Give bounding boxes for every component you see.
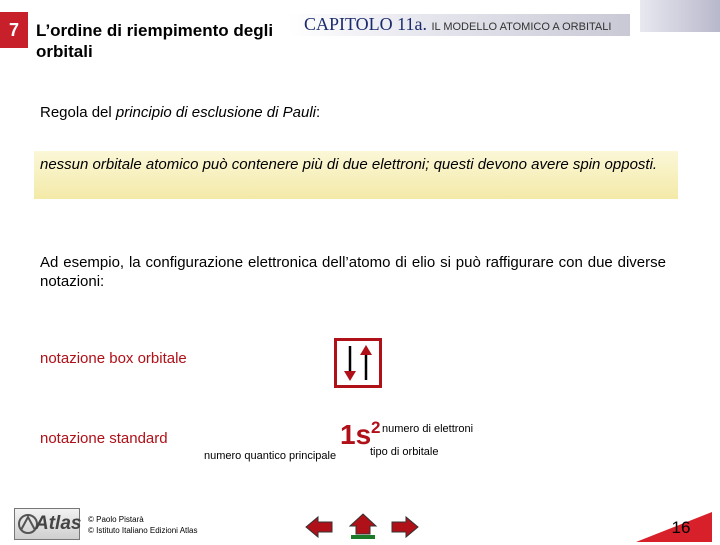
chapter-label: CAPITOLO 11a. <box>304 14 427 34</box>
electron-count-annotation: numero di elettroni <box>382 423 474 435</box>
rule-emphasis: principio di esclusione di Pauli <box>115 104 317 121</box>
example-text: Ad esempio, la configurazione elettronica dell’atomo di elio si può raffigurare con due diverse notazioni: <box>40 254 666 290</box>
pauli-statement: nessun orbitale atomico può contenere più di due elettroni; questi devono avere spin opposti. <box>40 156 658 173</box>
credits <box>88 514 198 536</box>
arrow-right-icon <box>390 515 420 539</box>
page-title: L’ordine di riempimento degli orbitali <box>36 21 274 61</box>
slide-number: 7 <box>0 12 28 48</box>
chapter-heading <box>304 14 611 35</box>
atlas-logo <box>14 508 80 540</box>
principal-quantum-annotation: numero quantico principale <box>204 450 337 462</box>
prev-slide-button[interactable] <box>304 515 334 539</box>
credit-publisher: © Istituto Italiano Edizioni Atlas <box>88 526 198 535</box>
electron-config-formula: 1s <box>340 419 372 450</box>
electron-count-superscript: 2 <box>371 418 381 437</box>
rule-heading <box>40 104 320 121</box>
rule-suffix: : <box>316 104 321 121</box>
page-number: 16 <box>671 518 691 537</box>
spin-arrows-icon <box>337 341 379 385</box>
standard-notation-label: notazione standard <box>40 430 168 447</box>
home-icon <box>348 512 378 540</box>
rule-prefix: Regola del <box>40 104 116 121</box>
page-indicator <box>636 512 712 542</box>
orbital-box <box>334 338 382 388</box>
credit-author: © Paolo Pistarà <box>88 515 144 524</box>
chapter-subtitle: IL MODELLO ATOMICO A ORBITALI <box>431 21 612 33</box>
corner-decoration <box>640 0 720 32</box>
box-notation-label: notazione box orbitale <box>40 350 187 367</box>
next-slide-button[interactable] <box>390 515 420 539</box>
home-button[interactable] <box>348 512 378 540</box>
arrow-left-icon <box>304 515 334 539</box>
logo-text: Atlas <box>35 513 82 534</box>
orbital-type-annotation: tipo di orbitale <box>370 446 439 458</box>
